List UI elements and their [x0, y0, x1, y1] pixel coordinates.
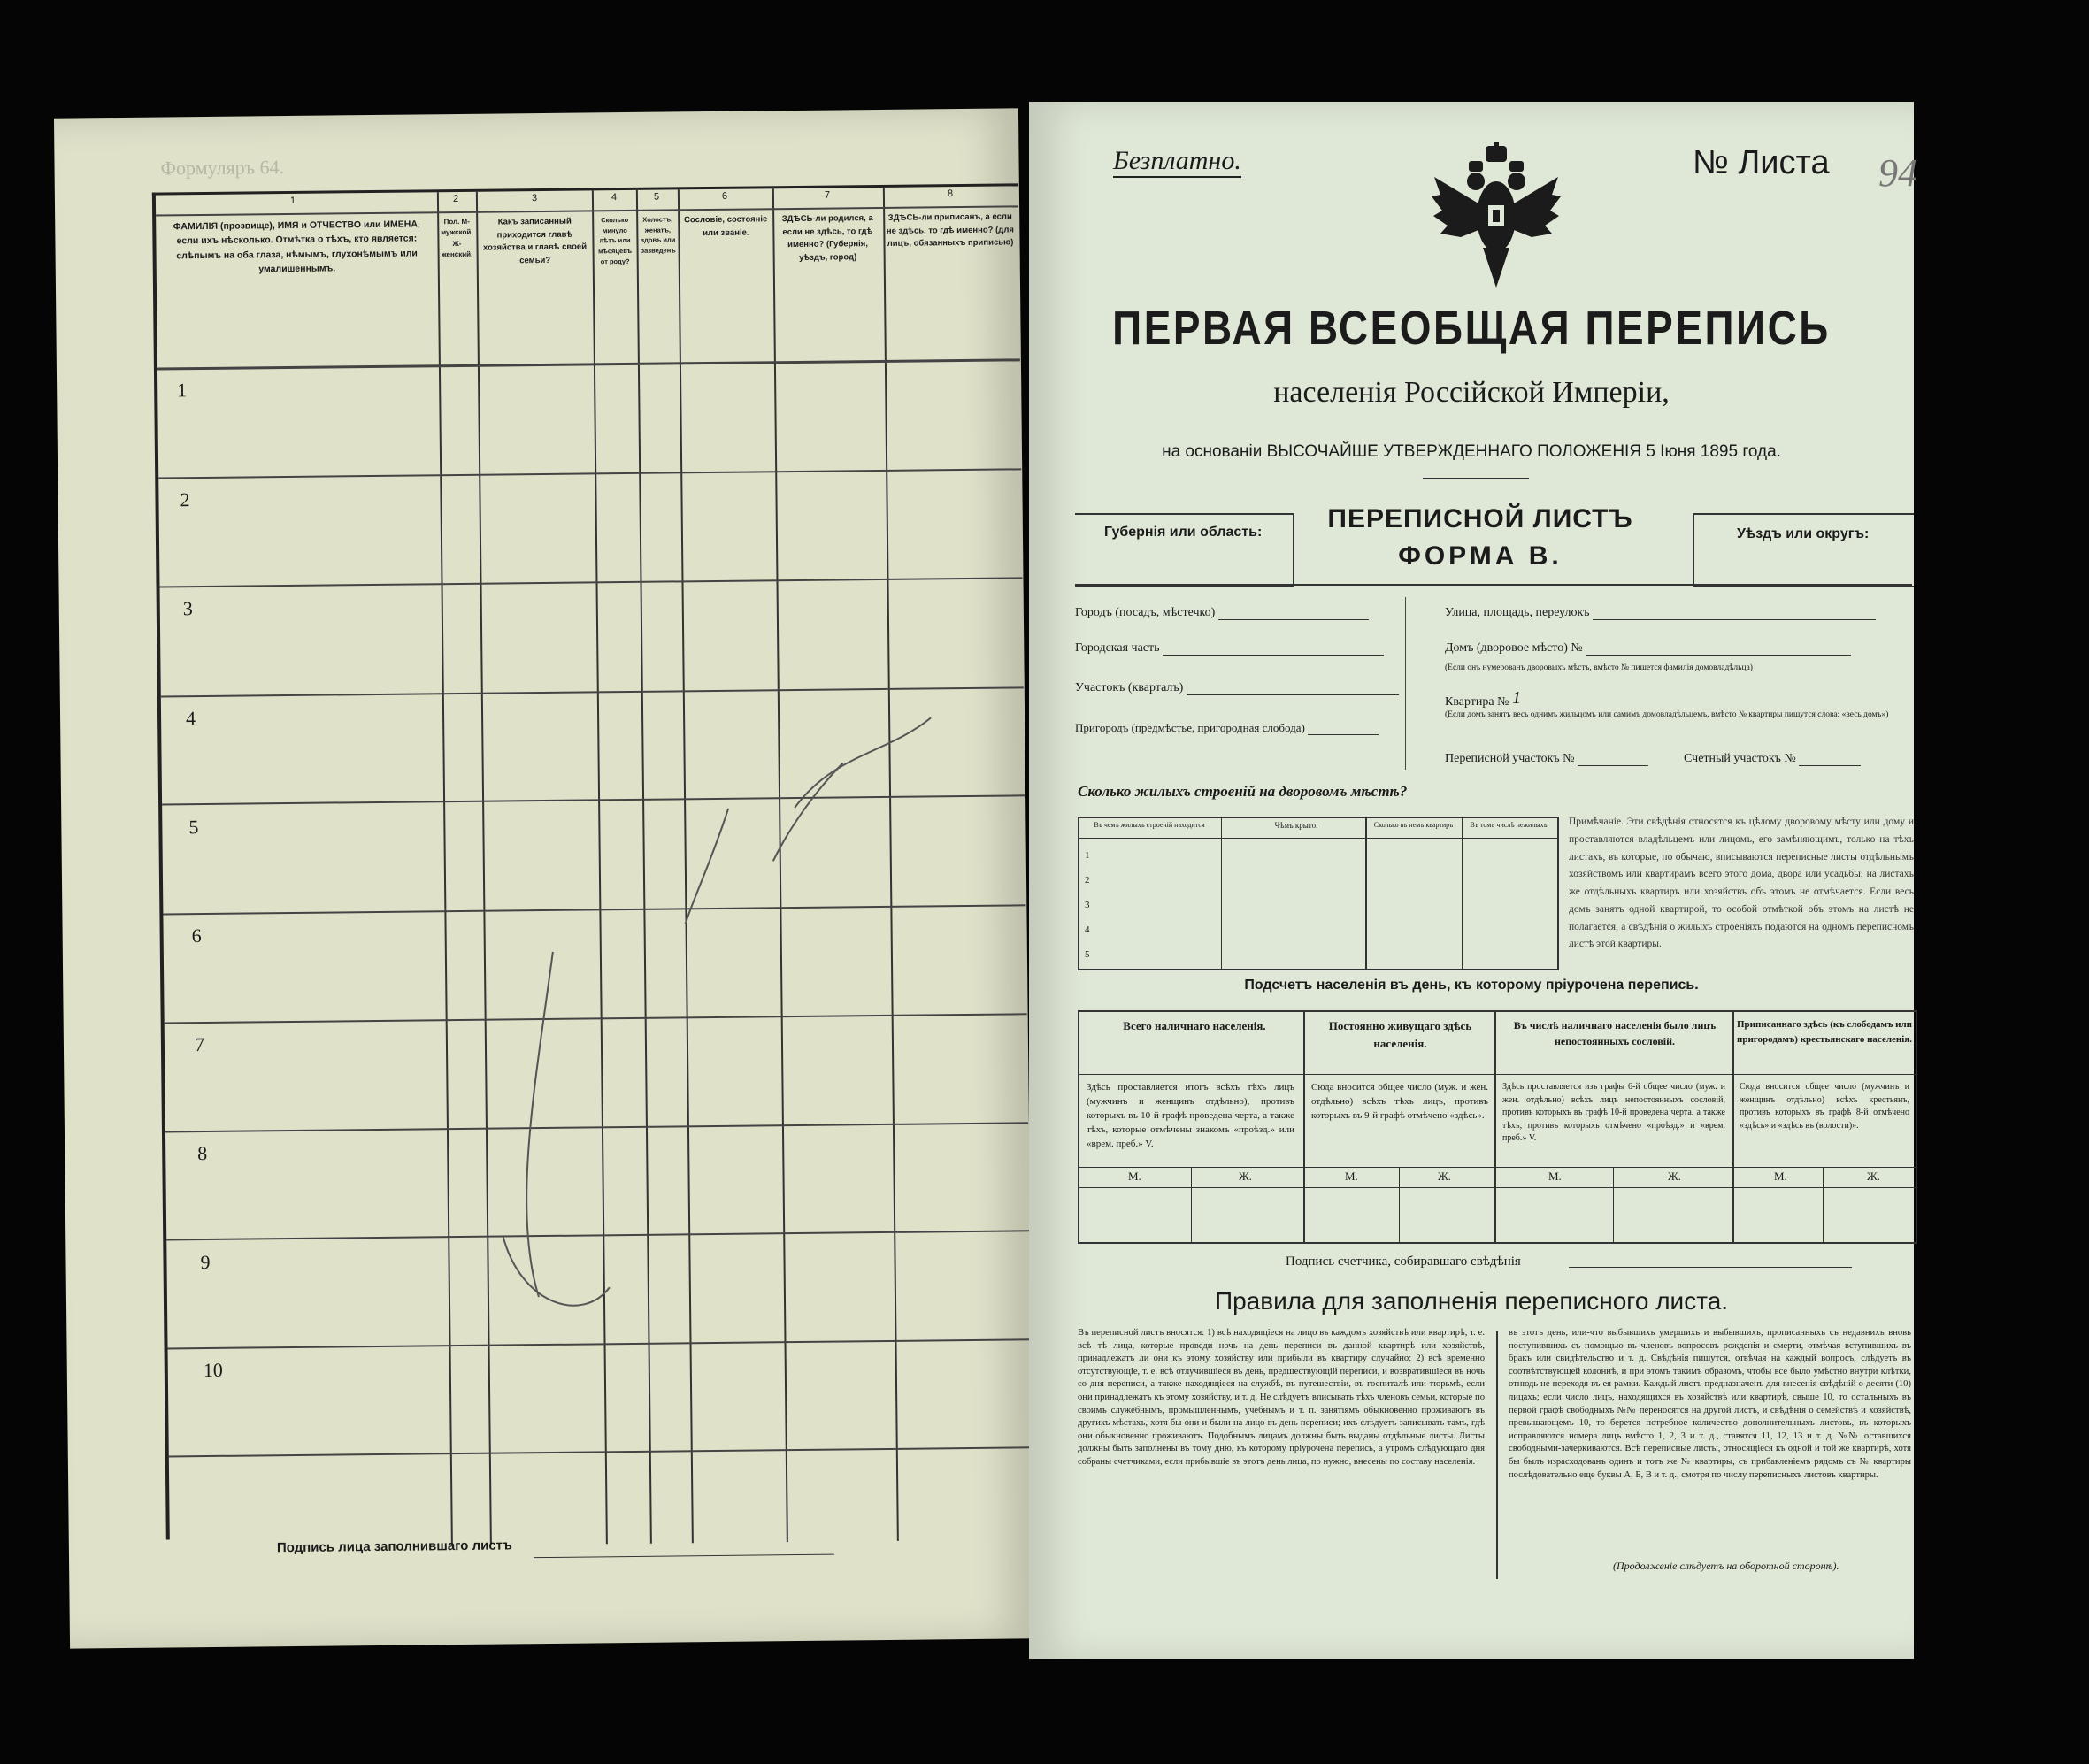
buildings-col-header: Сколько въ немъ квартиръ: [1373, 821, 1454, 829]
column-header-birthplace: ЗДѢСЬ-ли родился, а если не здѣсь, то гдѣ именно? (Губернія, уѣздъ, город): [781, 213, 873, 264]
row-divider: [1079, 838, 1557, 839]
imperial-eagle-emblem: [1430, 142, 1563, 292]
column-number: 1: [289, 195, 296, 206]
legal-basis: на основаніи ВЫСОЧАЙШЕ УТВЕРЖДЕННАГО ПОЛОЖЕНІЯ 5 Іюня 1895 года.: [1029, 442, 1914, 462]
apartment-field: Квартира № 1: [1445, 688, 1574, 709]
suburb-field: Пригородъ (предмѣстье, пригородная слобода): [1075, 721, 1379, 735]
right-page: [1029, 102, 1917, 1659]
row-number: 1: [177, 379, 188, 402]
district-box: [1693, 513, 1914, 587]
pop-header: Въ числѣ наличнаго населенія было лицъ непостоянныхъ сословій.: [1513, 1019, 1717, 1047]
col-divider: [1399, 1167, 1400, 1242]
col-divider: [1823, 1167, 1824, 1242]
male-label: М.: [1548, 1170, 1562, 1183]
free-of-charge-label: Безплатно.: [1113, 146, 1241, 178]
row-number: 5: [188, 816, 199, 839]
male-label: М.: [1128, 1170, 1141, 1183]
column-header-sex: Пол. М-мужской, Ж-женский.: [441, 217, 473, 259]
buildings-note: Примѣчаніе. Эти свѣдѣнія относятся къ цѣлому дворовому мѣсту или дому и проставляются владѣльцемъ или лицомъ, его замѣняющимъ, только на тѣхъ листахъ, въ которые, по обычаю, вписываются переписные листы отдѣльнымъ хозяйствомъ или квартирамъ всего этого дома, двора или усадьбы; на листахъ же отдѣльныхъ квартиръ или хозяйствъ объ этомъ не отмѣчается. Если весь домъ занятъ одной квартирой, то особой отмѣткой объ этомъ на листѣ не полагается, а свѣдѣнія о жилыхъ строеніяхъ подаются на одномъ переписномъ листѣ этой квартиры.: [1569, 817, 1914, 950]
row-number: 2: [180, 488, 190, 511]
buildings-table: [1078, 817, 1559, 970]
buildings-row-number: 3: [1085, 900, 1090, 910]
pop-body: Здѣсь проставляется итогъ всѣхъ тѣхъ лицъ (мужчинъ и женщинъ отдѣльно), противъ которыхъ въ 10-й графѣ проведена черта, а также тѣхъ, которые отмѣчены знакомъ «проѣзд.» или «врем. преб.» V.: [1087, 1082, 1294, 1149]
row-number: 10: [203, 1358, 223, 1382]
column-header-name: ФАМИЛІЯ (прозвище), ИМЯ и ОТЧЕСТВО или ИМЕНА, если ихъ нѣсколько. Отмѣтка о тѣхъ, кто является: слѣпымъ на оба глаза, нѣмымъ, глухонѣмымъ или умалишеннымъ.: [173, 219, 420, 275]
column-number: 4: [611, 192, 618, 203]
district-label: Уѣздъ или округъ:: [1737, 526, 1870, 541]
fields-divider: [1405, 597, 1406, 770]
pop-header: Постоянно живущаго здѣсь населенія.: [1328, 1019, 1472, 1050]
row-number: 9: [200, 1250, 211, 1274]
apartment-value: 1: [1512, 688, 1574, 709]
col-divider: [1732, 1012, 1734, 1242]
column-header-registered: ЗДѢСЬ-ли приписанъ, а если не здѣсь, то гдѣ именно? (для лицъ, обязанныхъ приписью): [886, 211, 1014, 249]
row-number: 7: [194, 1033, 205, 1056]
header-rule: [1075, 584, 1912, 586]
population-title: Подсчетъ населенія въ день, къ которому пріурочена перепись.: [1244, 978, 1699, 993]
rules-right-column: въ этотъ день, или-что выбывшихъ умершихъ и выбывшихъ, прописанныхъ съ недавнихъ вновь поступившихъ съ помощью въ членовъ вопросовъ рожденія и смерти, отмѣчая вступившихъ въ бракъ или свидѣтельство и т. д. Свѣдѣнія пишутся, отвѣчая на каждый вопросъ, слѣдуетъ въ соотвѣтствующей колоннѣ, и при этомъ такимъ образомъ, чтобы все было умѣстно внутри клѣтки, отнюдь не переходя въ ея рамки. Каждый листъ предназначенъ для внесенія свѣдѣній о десяти (10) лицахъ; если число лицъ, находящихся въ хозяйствѣ или квартирѣ, свыше 10, то остальныхъ въ первой графѣ свободныхъ №№ переносятся на другой листъ, и свѣдѣнія о семействѣ и хозяйствѣ, превышающемъ 10, то берется потребное количество дополнительныхъ листовъ, въ которыхъ исправляются номера лицъ вмѣсто 1, 2, 3 и т. д., ставятся 11, 12, 13 и т. д. №№ оставшихся свободными-зачеркиваются. Всѣ переписные листы, относящіеся къ одной и той же квартирѣ, хотя бы былъ израсходованъ одинъ и тотъ же № квартиры, съ прибавленіемъ рядомъ съ № квартиры послѣдовательно еще буквы А, Б, В и т. д., смотря по числу переписныхъ листовъ квартиры.: [1509, 1328, 1911, 1480]
column-number: 5: [653, 191, 660, 203]
handwritten-sheet-number: 94: [1878, 151, 1917, 195]
house-field: Домъ (дворовое мѣсто) №: [1445, 641, 1851, 656]
main-title: ПЕРВАЯ ВСЕОБЩАЯ ПЕРЕПИСЬ: [1112, 302, 1831, 355]
column-number: 6: [721, 190, 728, 202]
column-number: 3: [531, 193, 538, 204]
sheet-number-label: № Листа: [1693, 144, 1830, 181]
rules-left-column: Въ переписной листъ вносятся: 1) всѣ находящіеся на лицо въ каждомъ хозяйствѣ или квартирѣ, т. е. всѣ тѣ лица, которые проведи ночь на день переписи въ данной квартирѣ или хозяйствѣ, принадлежатъ ли они къ этому хозяйству или прибыли въ квартиру случайно; 2) всѣ временно отсутствующіе, т. е. всѣ отлучившіеся въ день, предшествующій переписи, и возвратившіеся въ ночь со дня переписи, а также находящіеся на службѣ, въ путешествіи, въ госпиталѣ или тюрьмѣ, если они принадлежатъ къ этому хозяйству, и т. д. Не слѣдуетъ вписывать тѣхъ членовъ семьи, которые по своимъ служебнымъ, промышленнымъ, учебнымъ и т. п. занятіямъ обыкновенно проживаютъ въ другихъ мѣстахъ, хотя бы они и были на лицо въ день переписи; ихъ слѣдуетъ записывать тамъ, гдѣ они обыкновенно проживаютъ. Подобнымъ лицамъ должны быть выданы отдѣльные листы. Листы должны быть заполнены въ тому дню, къ которому пріурочена перепись, а утромъ слѣдующаго дня собраны счетчиками, если прибывшіе въ этотъ день лица, по нужно, внесены по составу населенія.: [1078, 1328, 1485, 1468]
pop-body: Здѣсь проставляется изъ графы 6-й общее число (муж. и жен. отдѣльно) всѣхъ лицъ непостоянныхъ сословій, противъ которыхъ въ графѣ 10-й проведена черта, а также тѣхъ, противъ которыхъ отмѣчено «проѣзд.» и «врем. преб.» V.: [1502, 1082, 1725, 1143]
row-divider: [1079, 1074, 1916, 1075]
col-divider: [1494, 1012, 1496, 1242]
city-field: Городъ (посадъ, мѣстечко): [1075, 606, 1369, 620]
row-number: 6: [191, 924, 202, 947]
buildings-row-number: 1: [1085, 850, 1090, 861]
street-field: Улица, площадь, переулокъ: [1445, 606, 1876, 620]
province-label: Губернія или область:: [1104, 525, 1263, 540]
buildings-row-number: 4: [1085, 924, 1090, 935]
column-header-marital: Холостъ, женатъ, вдовъ или разведенъ: [640, 215, 676, 255]
quarter-field: Участокъ (кварталъ): [1075, 681, 1399, 695]
col-divider: [1613, 1167, 1614, 1242]
form-label: ФОРМА В.: [1398, 541, 1563, 571]
row-number: 4: [185, 707, 196, 730]
male-label: М.: [1345, 1170, 1358, 1183]
female-label: Ж.: [1867, 1170, 1880, 1183]
col-divider: [1462, 818, 1463, 969]
male-label: М.: [1774, 1170, 1787, 1183]
rules-title: Правила для заполненія переписного листа.: [1214, 1287, 1729, 1315]
female-label: Ж.: [1438, 1170, 1451, 1183]
pop-header: Приписаннаго здѣсь (къ слободамъ или пригородамъ) крестьянскаго населенія.: [1737, 1019, 1913, 1045]
faint-header: Формуляръ 64.: [160, 156, 285, 180]
filler-signature-label: Подпись лица заполнившаго листъ: [276, 1538, 513, 1556]
column-header-estate: Сословіе, состояніе или званіе.: [684, 214, 768, 238]
city-part-field: Городская часть: [1075, 641, 1384, 656]
column-header-relation: Какъ записанный приходится главѣ хозяйства и главѣ своей семьи?: [482, 216, 588, 266]
left-page: [54, 108, 1034, 1648]
census-area-field: Переписной участокъ №: [1445, 752, 1648, 766]
apartment-note: (Если домъ занятъ весь однимъ жильцомъ или самимъ домовладѣльцемъ, вмѣсто № квартиры пишутся слова: «весь домъ»): [1445, 710, 1889, 719]
column-number: 7: [824, 189, 831, 201]
sheet-title: ПЕРЕПИСНОЙ ЛИСТЪ: [1327, 504, 1633, 533]
column-header-age: Сколько минуло лѣтъ или мѣсяцевъ от роду?: [597, 215, 633, 265]
col-divider: [1365, 818, 1367, 969]
row-number: 8: [197, 1142, 208, 1165]
female-label: Ж.: [1668, 1170, 1681, 1183]
female-label: Ж.: [1239, 1170, 1252, 1183]
subtitle: населенія Россійской Имперіи,: [1273, 376, 1670, 409]
column-number: 2: [452, 193, 459, 205]
continued-note: (Продолженіе слѣдуетъ на оборотной сторонѣ).: [1613, 1560, 1839, 1572]
row-divider: [1079, 1167, 1916, 1168]
col-divider: [1191, 1167, 1192, 1242]
population-table: [1078, 1010, 1917, 1244]
col-divider: [1221, 818, 1222, 969]
pop-body: Сюда вносится общее число (муж. и жен. отдѣльно) всѣхъ тѣхъ лицъ, противъ которыхъ въ 9-й графѣ отмѣчено «здѣсь».: [1311, 1082, 1488, 1121]
buildings-col-header: Въ чемъ жилыхъ строеній находится: [1094, 821, 1205, 829]
buildings-col-header: Въ томъ числѣ нежилыхъ: [1470, 821, 1548, 829]
buildings-row-number: 5: [1085, 949, 1090, 960]
house-note: (Если онъ нумерованъ дворовыхъ мѣстъ, вмѣсто № пишется фамилія домовладѣльца): [1445, 663, 1753, 672]
enumerator-signature-label: Подпись счетчика, собиравшаго свѣдѣнія: [1286, 1254, 1521, 1269]
counting-area-field: Счетный участокъ №: [1684, 752, 1861, 766]
rules-divider: [1496, 1331, 1498, 1579]
row-divider: [1079, 1187, 1916, 1188]
pop-header: Всего наличнаго населенія.: [1123, 1019, 1266, 1032]
pencil-marks: [156, 186, 1033, 1539]
column-number: 8: [947, 188, 954, 200]
col-divider: [1303, 1012, 1305, 1242]
persons-table: [152, 183, 1033, 1539]
pop-body: Сюда вносится общее число (мужчинъ и женщинъ отдѣльно) всѣхъ крестьянъ, противъ которыхъ въ графѣ 8-й отмѣчено «здѣсь» и «здѣсь въ (волости)».: [1740, 1082, 1909, 1131]
buildings-question: Сколько жилыхъ строеній на дворовомъ мѣстѣ?: [1078, 783, 1408, 800]
buildings-row-number: 2: [1085, 875, 1090, 886]
row-number: 3: [182, 597, 193, 620]
buildings-col-header: Чѣмъ крыто.: [1274, 821, 1318, 830]
